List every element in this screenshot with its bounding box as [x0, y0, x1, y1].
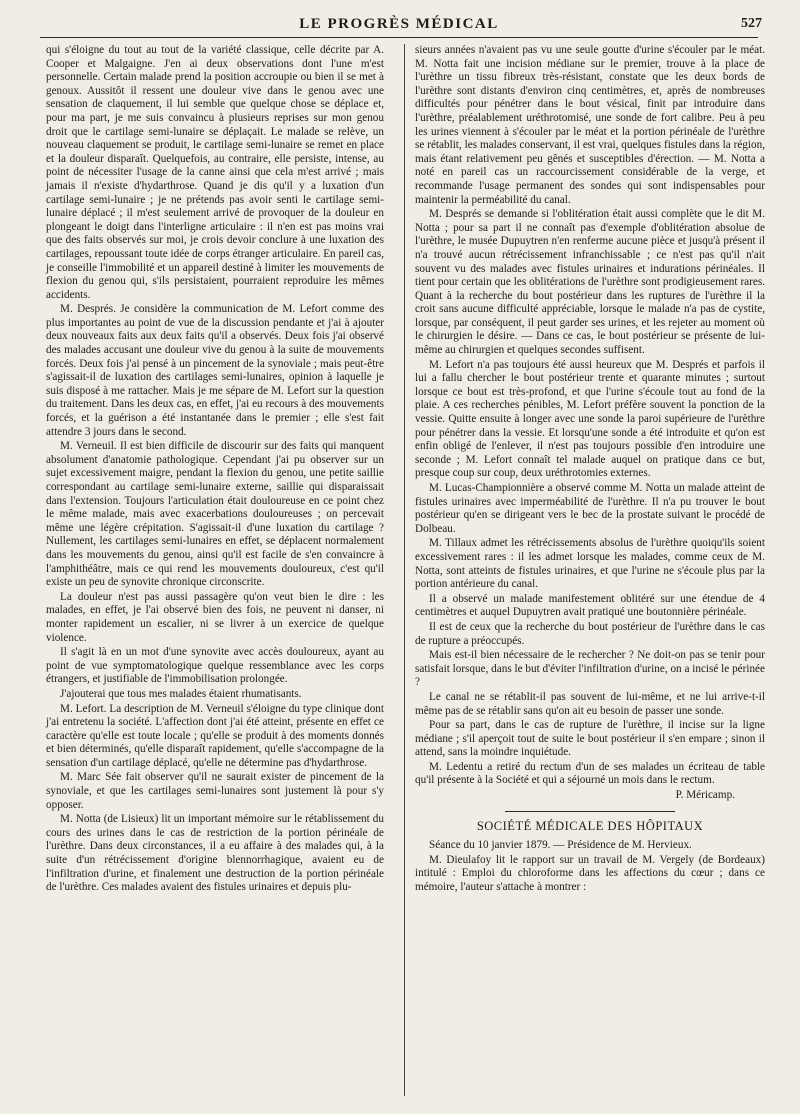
paragraph: Pour sa part, dans le cas de rupture de l'urèthre, il incise sur la ligne médiane ; s'il aperçoit tout de suite le bout postérieur il s'en empare ; sinon il attend, sans la moindre inquiétude.	[415, 719, 765, 759]
paragraph: qui s'éloigne du tout au tout de la variété classique, celle décrite par A. Cooper et Malgaigne. J'en ai deux observations dont l'une m'est personnelle. Certain malade prend la position accroupie ou bien il se met à genoux. Aussitôt il ressent une douleur vive dans le genou avec une sensation de claquement, il lui semble que quelque chose se déplace et, pour ma part, je me suis convaincu à plusieurs reprises sur mon genou droit que le cartilage semi-lunaire se déplaçait. Le malade se relève, un nouveau claquement se produit, le cartilage semi-lunaire se remet en place et la douleur disparaît. Quelquefois, au contraire, elle persiste, intense, au point de nécessiter l'usage de la canne ainsi que cela m'est arrivé ; mais jamais il n'existe d'hydarthrose. Quand je dis qu'il y a luxation d'un cartilage semi-lunaire ; je ne prétends pas avoir senti le cartilage semi-lunaire déplacé ; il m'est seulement arrivé de provoquer de la douleur en plongeant le doigt dans l'interligne articulaire : il n'en est pas moins vrai que des faits observés sur moi, je crois devoir conclure à une luxation des cartilages, repoussant toute idée de corps étranger articulaire. En pareil cas, je conseille l'immobilité et un appareil destiné à limiter les mouvements de flexion du genou qui, s'ils persistaient, pourraient reproduire les mêmes accidents.	[46, 44, 384, 301]
column-divider	[404, 44, 405, 1096]
paragraph: M. Dieulafoy lit le rapport sur un travail de M. Vergely (de Bordeaux) intitulé : Emploi du chloroforme dans les affections du cœur ; dans ce mémoire, l'auteur s'attache à montrer :	[415, 853, 765, 894]
signature: P. Méricamp.	[675, 789, 735, 802]
paragraph: M. Després se demande si l'oblitération était aussi complète que le dit M. Notta ; pour sa part il ne connaît pas d'exemple d'oblitération absolue de l'urèthre, le musée Dupuytren n'en renferme aucune pièce et jusqu'à présent il n'a trouvé aucun rétrécissement infranchissable ; ce n'est pas qu'il n'ait souvent vu des malades avec fistules urinaires et indurations périnéales. Il tient pour certain que les oblitérations de l'urèthre sont prodigieusement rares. Quant à la recherche du bout postérieur dans les ruptures de l'urèthre il la croit sans aucune difficulté appréciable, lorsque le malade n'a pas de cystite, lorsque, par conséquent, il peut garder ses urines, et les rejeter au moment où le chirurgien le désire. — Dans ce cas, le bout postérieur se présente de lui-même au chirurgien et quelques secondes suffisent.	[415, 208, 765, 357]
page-number: 527	[741, 16, 762, 31]
section-title: SOCIÉTÉ MÉDICALE DES HÔPITAUX	[476, 818, 704, 833]
paragraph: M. Després. Je considère la communication de M. Lefort comme des plus importantes au point de vue de la discussion pendante et j'ai à ajouter deux nouveaux faits aux deux faits qu'il a observés. Deux fois j'ai observé des malades accusant une douleur vive du genou à la suite de mouvements forcés. Deux fois j'ai pensé à un pincement de la synoviale ; mais peut-être s'agissait-il de luxation des cartilages semi-lunaires, opinion à laquelle je suis disposé à me rattacher. Mais je me sépare de M. Lefort sur la question du traitement. Dans les deux cas, en effet, j'ai eu recours à des mouvements forcés, et la guérison a été instantanée dans le premier ; elle s'est fait attendre 3 jours dans le second.	[46, 303, 384, 438]
paragraph: M. Lefort. La description de M. Verneuil s'éloigne du type clinique dont j'ai entretenu la société. L'affection dont j'ai été atteint, présente en effet ce caractère qu'elle est toute locale ; qu'elle se produit à des moments donnés et bien déterminés, qu'elle disparaît rapidement, qu'elle s'accompagne de la sensation d'un cartilage déplacé, qu'elle ne détermine pas d'hydarthrose.	[46, 702, 384, 769]
paragraph: M. Ledentu a retiré du rectum d'un de ses malades un écriteau de table qu'il présente à la Société et qui a séjourné un mois dans le rectum.	[415, 760, 765, 787]
page-header	[40, 14, 762, 38]
header-rule	[40, 37, 758, 38]
journal-title: LE PROGRÈS MÉDICAL	[299, 16, 499, 32]
session-line: Séance du 10 janvier 1879. — Présidence de M. Hervieux.	[429, 839, 692, 852]
paragraph: Il a observé un malade manifestement oblitéré sur une étendue de 4 centimètres et auquel Dupuytren avait pratiqué une boutonnière périnéale.	[415, 592, 765, 619]
paragraph: sieurs années n'avaient pas vu une seule goutte d'urine s'écouler par le méat. M. Notta fait une incision médiane sur le premier, trouve à la place de l'urèthre un tissu fibreux très-résistant, constate que les deux bords de l'urèthre sont distants d'environ cinq centimètres, et, après de nombreuses difficultés pour pénétrer dans le bout vésical, finit par introduire dans l'urèthre, préalablement uréthrotomisé, une sonde de fort calibre. Peu à peu les urines viennent à s'écouler par le méat et la portion périnéale de l'urèthre se rétablit, les malades conservant, il est vrai, quelques fistules dans la région, mais étant relativement peu gênés et susceptibles d'érection. — M. Notta a noté en pareil cas un raccourcissement considérable de la verge, et recommande l'usage permanent des sondes qui sont indispensables pour maintenir la perméabilité du canal.	[415, 44, 765, 206]
paragraph: M. Lefort n'a pas toujours été aussi heureux que M. Després et parfois il lui a fallu chercher le bout postérieur trente et quarante minutes ; surtout lorsque ce bout est très-profond, et que l'urine s'écoule tout au fond de la plaie. A ces recherches pénibles, M. Lefort préfère souvent la ponction de la vessie. Quitte ensuite à longer avec une sonde la paroi supérieure de l'urèthre pour pénétrer dans la vessie. Et lorsqu'une sonde a été introduite et qu'on est enfin obligé de l'enlever, il n'est pas toujours possible d'en introduire une seconde ; M. Lefort connaît tel malade auquel on pratique dans ce but, presque coup sur coup, deux uréthrotomies externes.	[415, 358, 765, 480]
section-separator	[505, 811, 675, 812]
right-column	[415, 44, 765, 896]
paragraph: M. Verneuil. Il est bien difficile de discourir sur des faits qui manquent absolument d'anatomie pathologique. Cependant j'ai pu observer sur un sujet excessivement maigre, pendant la flexion du genou, une petite saillie correspondant au cartilage semi-lunaire externe, saillie qui disparaissait dans l'extension. Toujours l'articulation était douloureuse en ce point chez le même malade, mais avec exacerbations douloureuses ; on percevait même une légère crépitation. S'agissait-il d'une luxation du cartilage ? Nullement, les cartilages semi-lunaires en effet, se déplacent normalement dans les mouvements du genou, ainsi qu'il est facile de s'en convaincre à l'amphithéâtre, mais ce qui rend les mouvements douloureux, c'est qu'il existe un peu de synovite chronique circonscrite.	[46, 440, 384, 589]
paragraph: M. Lucas-Championnière a observé comme M. Notta un malade atteint de fistules urinaires avec imperméabilité de l'urèthre. Il n'a pu trouver le bout postérieur qu'en se dirigeant vers le bec de la prostate suivant le procédé de Dolbeau.	[415, 482, 765, 535]
paragraph: J'ajouterai que tous mes malades étaient rhumatisants.	[60, 687, 302, 700]
paragraph: Il s'agit là en un mot d'une synovite avec accès douloureux, ayant au point de vue symptomatologique quelque ressemblance avec les corps étrangers, et justifiable de l'immobilisation prolongée.	[46, 646, 384, 686]
paragraph: M. Tillaux admet les rétrécissements absolus de l'urèthre quoiqu'ils soient excessivement rares : il les admet lorsque les malades, comme ceux de M. Notta, sont atteints de fistules urinaires, et que l'urine ne s'écoule plus par la portion antérieure du canal.	[415, 537, 765, 591]
paragraph: Le canal ne se rétablit-il pas souvent de lui-même, et ne lui arrive-t-il même pas de se rétablir sans qu'on ait eu besoin de passer une sonde.	[415, 690, 765, 717]
paragraph: M. Marc Sée fait observer qu'il ne saurait exister de pincement de la synoviale, et que les cartilages semi-lunaires sont justement là pour s'y opposer.	[46, 771, 384, 811]
paragraph: La douleur n'est pas aussi passagère qu'on veut bien le dire : les malades, en effet, je l'ai observé bien des fois, ne peuvent ni danser, ni monter rapidement un escalier, ni se livrer à un exercice de quelque violence.	[46, 590, 384, 644]
paragraph: M. Notta (de Lisieux) lit un important mémoire sur le rétablissement du cours des urines dans le cas de restriction de la portion périnéale de l'urèthre. Dans deux circonstances, il a eu affaire à des malades qui, à la suite d'un rétrécissement d'origine blennorrhagique, avaient eu de l'infiltration d'urine, et finalement une destruction de la portion périnéale de l'urèthre. Ces malades avaient des fistules urinaires et depuis plu-	[46, 813, 384, 894]
paragraph: Mais est-il bien nécessaire de le rechercher ? Ne doit-on pas se tenir pour satisfait lorsque, dans le but d'éviter l'infiltration d'urine, on a incisé le périnée ?	[415, 649, 765, 689]
left-column	[46, 44, 384, 896]
paragraph: Il est de ceux que la recherche du bout postérieur de l'urèthre dans le cas de rupture a préoccupés.	[415, 620, 765, 647]
